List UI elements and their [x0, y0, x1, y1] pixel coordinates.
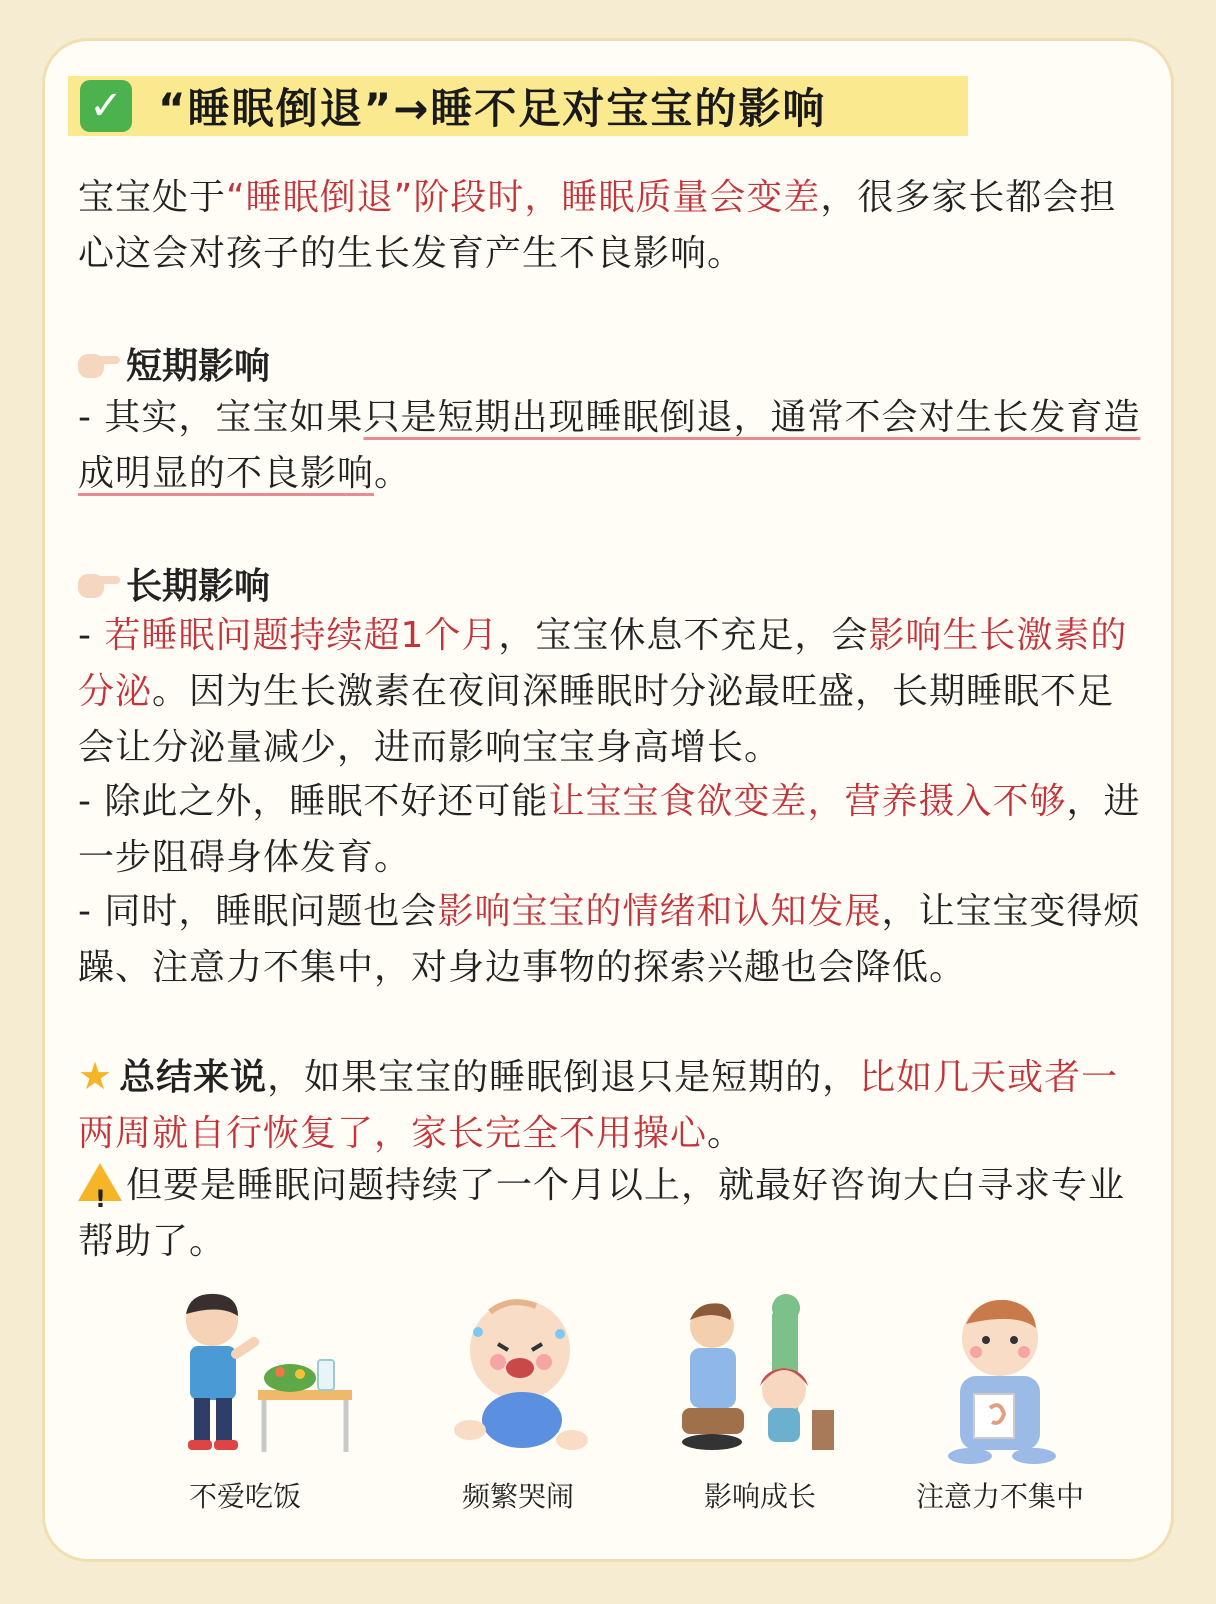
- lt-p1-highlight-2: 影响生长激素的分泌: [78, 615, 1128, 712]
- lt-p1-a: -: [78, 615, 105, 656]
- crying-baby-illustration: [440, 1290, 590, 1470]
- summary-bold: 总结来说: [119, 1057, 268, 1098]
- pointing-hand-icon: [78, 568, 120, 600]
- intro-highlight: “睡眠倒退”阶段时，睡眠质量会变差: [226, 177, 821, 218]
- lt-p1-highlight-1: 若睡眠问题持续超1个月: [104, 615, 499, 656]
- intro-paragraph: [78, 170, 1148, 282]
- boy-refusing-food-illustration: [150, 1290, 360, 1470]
- caption-1: 不爱吃饭: [188, 1480, 301, 1513]
- summary-c: 。: [707, 1113, 745, 1154]
- warning-text: 但要是睡眠问题持续了一个月以上，就最好咨询大白寻求专业帮助了。: [78, 1165, 1126, 1262]
- long-term-paragraph-3: [78, 884, 1148, 996]
- short-term-heading: [78, 338, 270, 389]
- intro-text-1: 宝宝处于: [78, 177, 227, 218]
- lt-p3-highlight: 影响宝宝的情绪和认知发展: [437, 891, 882, 932]
- lt-p2-highlight: 让宝宝食欲变差，营养摄入不够: [548, 781, 1067, 822]
- lt-p1-e: 。因为生长激素在夜间深睡眠时分泌最旺盛，长期睡眠不足会让分泌量减少，进而影响宝宝身高增长。: [78, 671, 1115, 768]
- short-term-heading-text: 短期影响: [126, 346, 271, 387]
- warning-icon: !: [78, 1163, 122, 1201]
- long-term-paragraph-1: [78, 608, 1148, 776]
- growth-measurement-illustration: [672, 1290, 852, 1470]
- short-term-text-1: - 其实，宝宝如果: [78, 397, 364, 438]
- page-title: “睡眠倒退”→睡不足对宝宝的影响: [158, 84, 827, 133]
- lt-p1-c: ，宝宝休息不充足，会: [498, 615, 869, 656]
- summary-a: ，如果宝宝的睡眠倒退只是短期的，: [267, 1057, 860, 1098]
- lt-p3-a: - 同时，睡眠问题也会: [78, 891, 438, 932]
- intro-text-2: ，很多家长都会担心这会对孩子的生长发育产生不良影响。: [78, 177, 1117, 274]
- distracted-child-illustration: [930, 1290, 1070, 1470]
- pointing-hand-icon: [78, 348, 120, 380]
- short-term-paragraph: [78, 390, 1148, 502]
- title-banner: [68, 76, 968, 136]
- long-term-heading-text: 长期影响: [126, 566, 271, 607]
- lt-p2-c: ，进一步阻碍身体发育。: [78, 781, 1141, 878]
- caption-2: 频繁哭闹: [461, 1480, 574, 1513]
- short-term-underlined: 只是短期出现睡眠倒退，通常不会对生长发育造成明显的不良影响: [78, 397, 1141, 494]
- lt-p3-c: ，让宝宝变得烦躁、注意力不集中，对身边事物的探索兴趣也会降低。: [78, 891, 1141, 988]
- caption-3: 影响成长: [703, 1480, 816, 1513]
- summary-paragraph: [78, 1048, 1148, 1162]
- check-mark-icon: ✓: [80, 80, 132, 132]
- long-term-paragraph-2: [78, 774, 1148, 886]
- lt-p2-a: - 除此之外，睡眠不好还可能: [78, 781, 549, 822]
- summary-highlight: 比如几天或者一两周就自行恢复了，家长完全不用操心: [78, 1057, 1119, 1154]
- star-icon: ★: [78, 1054, 114, 1098]
- warning-paragraph: [78, 1158, 1148, 1270]
- short-term-text-2: 。: [374, 453, 412, 494]
- caption-4: 注意力不集中: [915, 1480, 1084, 1513]
- long-term-heading: [78, 558, 270, 609]
